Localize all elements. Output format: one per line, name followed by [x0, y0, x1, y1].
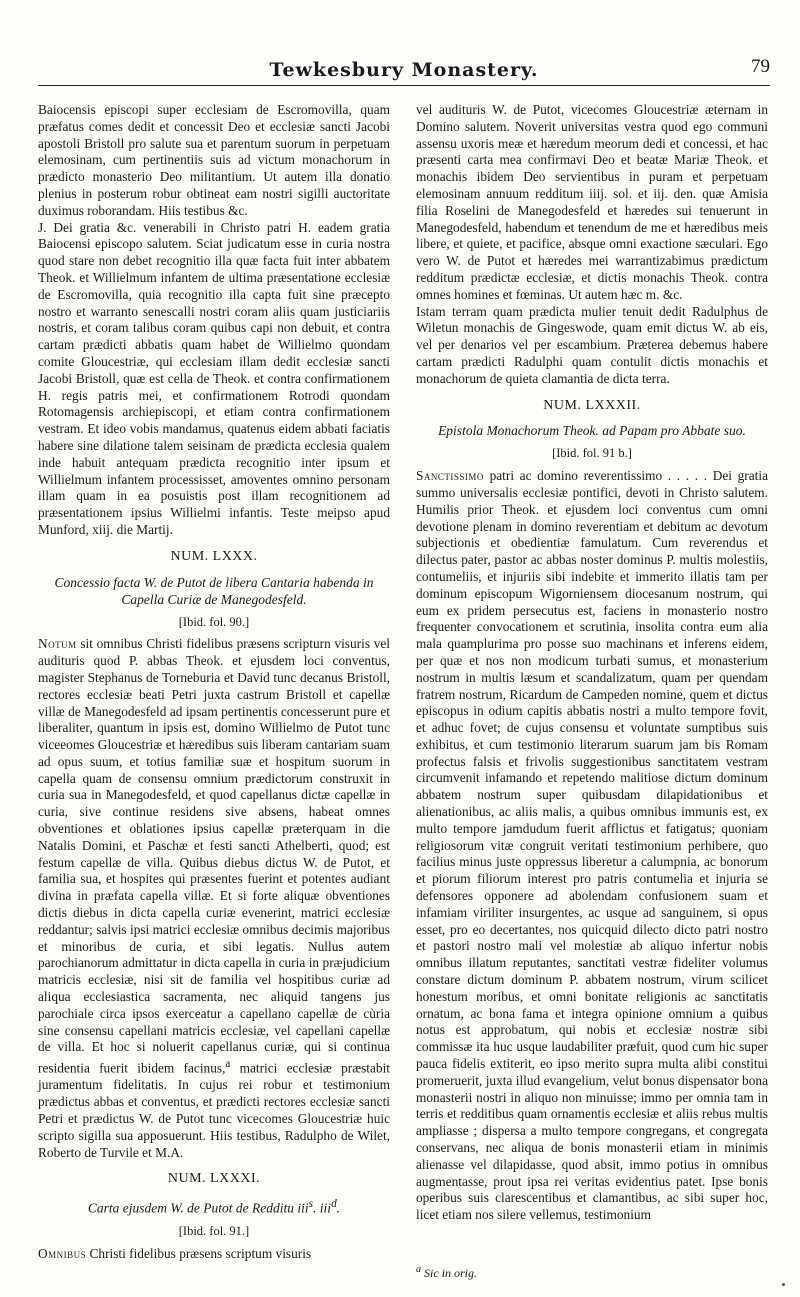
paragraph-body-2: Christi fidelibus præsens scriptum visuris	[86, 1245, 312, 1261]
lead-word-3: Sanctissimo	[416, 468, 484, 484]
document-number-heading: NUM. LXXX.	[170, 548, 258, 564]
lead-word: Notum	[38, 636, 77, 652]
document-title-3: Epistola Monachorum Theok. ad Papam pro Abbate suo.	[438, 423, 746, 439]
right-paragraph-2: Istam terram quam prædicta mulier tenuit dedit Radulphus de Wiletun monachis de Gingeswode, quam emit dictus W. ab eis, vel per denarios vel per escambium. Præterea debemus habere cartam prædicti Radulphi quam contulit dictis monachis et monachorum de quieta clamantia de dicta terra.	[416, 303, 768, 386]
folio-reference: [Ibid. fol. 90.]	[178, 614, 250, 629]
running-title: Tewkesbury Monastery.	[269, 59, 539, 81]
document-number-heading-3: NUM. LXXXII.	[543, 397, 641, 413]
footnote-marker: a	[225, 1058, 231, 1071]
lead-word-2: Omnibus	[38, 1245, 87, 1261]
page-number: 79	[751, 56, 770, 77]
footnote-text: Sic in orig.	[421, 1266, 477, 1280]
paragraph-body: sit omnibus Christi fidelibus præsens scripturn visuris vel audituris quod P. abbas Theok. et ejusdem loci conventus, magister Stephanus de Torneburia et David tunc decanus Bristoll, rectores ecclesiæ beati Petri juxta castrum Bristoll et capellæ villæ de Manegodesfeld ad ipsam pertinentis concesserunt pure et liberaliter, quantum in ipsis est, domino Willielmo de Putot tunc viceeomes Gloucestriæ et hæredibus suis liberam cantariam suam ad opus suum, et totius familiæ suæ et hospitum suorum in capella quam de consensu omnium prædictorum construxit in curia sua in Manegodesfeld, et quod capellanus dictæ capellæ in curia, sive continue residens sive absens, habeat omnes obventiones et oblationes ipsius capellæ præterquam in die Natalis Domini, et Paschæ et festi sancti Athelberti, quod; est festum capellæ de villa. Quibus diebus dictus W. de Putot, et familia sua, et hospites qui præsentes fuerint et potentes audiant divina in præfata capella villæ. Et si forte aliquæ obventiones dictis diebus in dicta capella curiæ evenerint, matrici ecclesiæ reddantur; salvis ipsi matrici ecclesiæ omnibus decimis majoribus et minoribus de curia, et sibi legatis. Nullus autem parochianorum admittatur in dicta capella in curia in præjudicium matricis ecclesiæ, nisi sit de familia vel hospitibus curiæ ad aliqua ecclesiastica sacramenta, nec aliquid tangens jus parochiale circa ipsos exerceatur a capellano capellæ de cùria sine consensu capellani matricis ecclesiæ, vel capellani capellæ de villa. Et hoc si noluerit capellanus curiæ, qui si continua residentia fuerit ibidem facinus,	[38, 636, 390, 1076]
page	[38, 0, 770, 1297]
left-paragraph-3	[38, 636, 390, 1161]
footnote-marker-label: a	[416, 1264, 421, 1275]
left-paragraph-2: J. Dei gratia &c. venerabili in Christo patri H. eadem gratia Baiocensi episcopo salutem. Sciat judicatum esse in curia nostra quod stare non debet recognitio illa quæ facta fuit inter abbatem Theok. et Willielmum infantem de ultima præsentatione ecclesiæ de Escromovilla, quia recognitio illa capta fuit sine præcepto nostro et warranto senescalli nostri coram aliis quam justiciariis nostris, et coram talibus coram quibus capi non debuit, et contra cartam prædicti abbatis quam habet de Willielmo quondam comite Gloucestriæ, qui ecclesiam illam dedit ecclesiæ sancti Jacobi Bristoll, quæ est cella de Theok. et contra confirmationem H. regis patris mei, et confirmationem Rotrodi quondam Rotomagensis archiepiscopi, et etiam contra confirmationem vestram. Et ideo vobis mandamus, quatenus eidem abbati faciatis habere sine dilatione talem seisinam de prædicta ecclesia qualem inde habuit antequam prædicta recognitio inter ipsum et Willielmum infantem processisset, amoventes omnino personam illam quam in ea posuistis post illam recognitionem ad præsentationem ipsius Willielmi infantis. Teste meipso apud Munford, xiij. die Martij.	[38, 219, 390, 537]
folio-reference-2: [Ibid. fol. 91.]	[178, 1223, 250, 1238]
right-paragraph-1: vel audituris W. de Putot, vicecomes Gloucestriæ æternam in Domino salutem. Noverit universitas vestra quod ego communi assensu uxoris meæ et hæredum meorum dedi et concessi, et hac præsenti carta mea confirmavi Deo et beatæ Mariæ Theok. et monachis ibidem Deo servientibus in puram et perpetuam elemosinam annuum redditum iiij. sol. et iij. den. quæ Amisia filia Roselini de Manegodesfeld et hæredes sui tenuerunt in Manegodesfeld, habendum et tenendum de me et hæredibus meis libere, et quiete, et pacifice, absque omni exactione sæculari. Ego vero W. de Putot et hæredes mei warrantizabimus prædictum redditum prædictæ ecclesiæ, et dictis monachis Theok. contra omnes homines et fœminas. Ut autem hæc m. &c.	[416, 102, 768, 302]
print-speck	[782, 1283, 785, 1286]
paragraph-tail: matrici ecclesiæ præstabit juramentum fidelitatis. In cujus rei robur et testimonium prædictus abbas et conventus, et prædicti rectores ecclesiæ sancti Petri et prædictus W. de Putot tunc vicecomes Gloucestriæ huic scripto sigilla sua apposuerunt. Hiis testibus, Radulpho de Wilet, Roberto de Turvile et M.A.	[38, 1060, 390, 1160]
left-column	[38, 102, 390, 1262]
document-title-2: Carta ejusdem W. de Putot de Redditu iii$^s$. iii$^d$.	[87, 1198, 341, 1216]
right-column	[416, 102, 768, 1224]
left-paragraph-4	[38, 1246, 390, 1263]
running-header	[38, 56, 770, 86]
paragraph-body-3: patri ac domino reverentissimo . . . . . Dei gratia summo universalis ecclesiæ pontifici, devoti in Christo salutem. Humilis prior Theok. et ejusdem loci conventus cum omni devotione plenam in domino reverentiam et debitum ac devotum subjectionis et obedientiæ famulatum. Cum reverendus et dilectus pater, pastor ac abbas noster dominus P. multis molestiis, contumeliis, et injuriis sibi indebite et immerito illatis tam per dominum episcopum Wigorniensem diocesanum nostrum, qui eum ex pridem persecutus est, faciens in monasterio nostro frequenter convocationem et scrutinia, insolita contra eum alia mala quamplurima pro posse suo machinans et inferens eidem, per quæ et nos non modicum turbati sumus, et monasterium nostrum in multis læsum et scandalizatum, quam per quendam fratrem nostrum, Ricardum de Campeden nomine, quem et dictus episcopus in odium capitis abbatis nostri a multo tempore fovit, et adhuc fovet; de cujus consensu et voluntate sumptibus suis exhibitus, et cum testimonio literarum suarum jam bis Romam profectus falsis et frivolis suggestionibus sanctitatem vestram circumvenit infamando et repetendo malitiose dictum dominum abbatem nostrum super quibusdam dilapidationibus et alienationibus, ac aliis malis, a quibus omnibus immunis est, ex multo tempore jamdudum fuerit afflictus et fatigatus; quoniam religiosorum vitæ congruit veritati testimonium perhibere, quo facilius minus juste oppressus liberetur a calumpnia, ac bonorum et piorum filiorum interest pro patris contumelia et injuria se defensores opponere ad abolendam confusionem suam et infamiam viriliter insurgentes, ac usque ad sanguinem, si opus esset, pro eo decertantes, nos quicquid dilecto dicto patri nostro et pastori nostro mali vel molestiæ ab aliquo infertur nobis omnibus illatum reputantes, sanctitati vestræ fideliter volumus constare dictum dominum P. abbatem nostrum, virum scilicet honestum moribus, et omni bonitate religionis ac sanctitatis ornatum, ac bona fama et integra opinione omnium a quibus notus est approbatum, qui nobis et ecclesiæ nostræ sibi commissæ ita huc usque laudabiliter præfuit, quod cum hic super pauca fidelis extiterit, eo ipso merito supra multa alibi constitui promeruerit, juxta illud evangelium, velut bonus dispensator bona monasterii nostri in aliquo non minuisse; immo per omnia tam in terris et redditibus quam ornamentis ecclesiæ et aliis rebus multis ampliasse ; dispersa a multo tempore congregans, et congregata conservans, nec aliqua de bonis monasterii etiam in minimis alienasse vel dilapidasse, quod absit, immo potius in omnibus augmentasse, prout ipsa rei veritas evidentius patet. Ipse bonis operibus suis clarescentibus et clamantibus, ac sibi super hoc, licet etiam nos silere vellemus, testimonium	[416, 468, 768, 1223]
left-paragraph-1: Baiocensis episcopi super ecclesiam de Escromovilla, quam præfatus comes dedit et concessit Deo et ecclesiæ sancti Jacobi apostoli Bristoll pro salute sua et parentum suorum in perpetuam elemosinam, cum pertinentiis suis ad victum monachorum in prædicto monasterio Deo militantium. Ut autem illa donatio plenius in posterum robur obtineat eam nostri sigilli auctoritate duximus roborandam. Hiis testibus &c.	[38, 102, 390, 218]
document-number-heading-2: NUM. LXXXI.	[167, 1171, 261, 1187]
document-title: Concessio facta W. de Putot de libera Cantaria habenda in Capella Curiæ de Manegodesfeld.	[54, 574, 374, 607]
footnote	[416, 1264, 477, 1281]
folio-reference-3: [Ibid. fol. 91 b.]	[552, 446, 632, 461]
right-paragraph-3	[416, 468, 768, 1224]
